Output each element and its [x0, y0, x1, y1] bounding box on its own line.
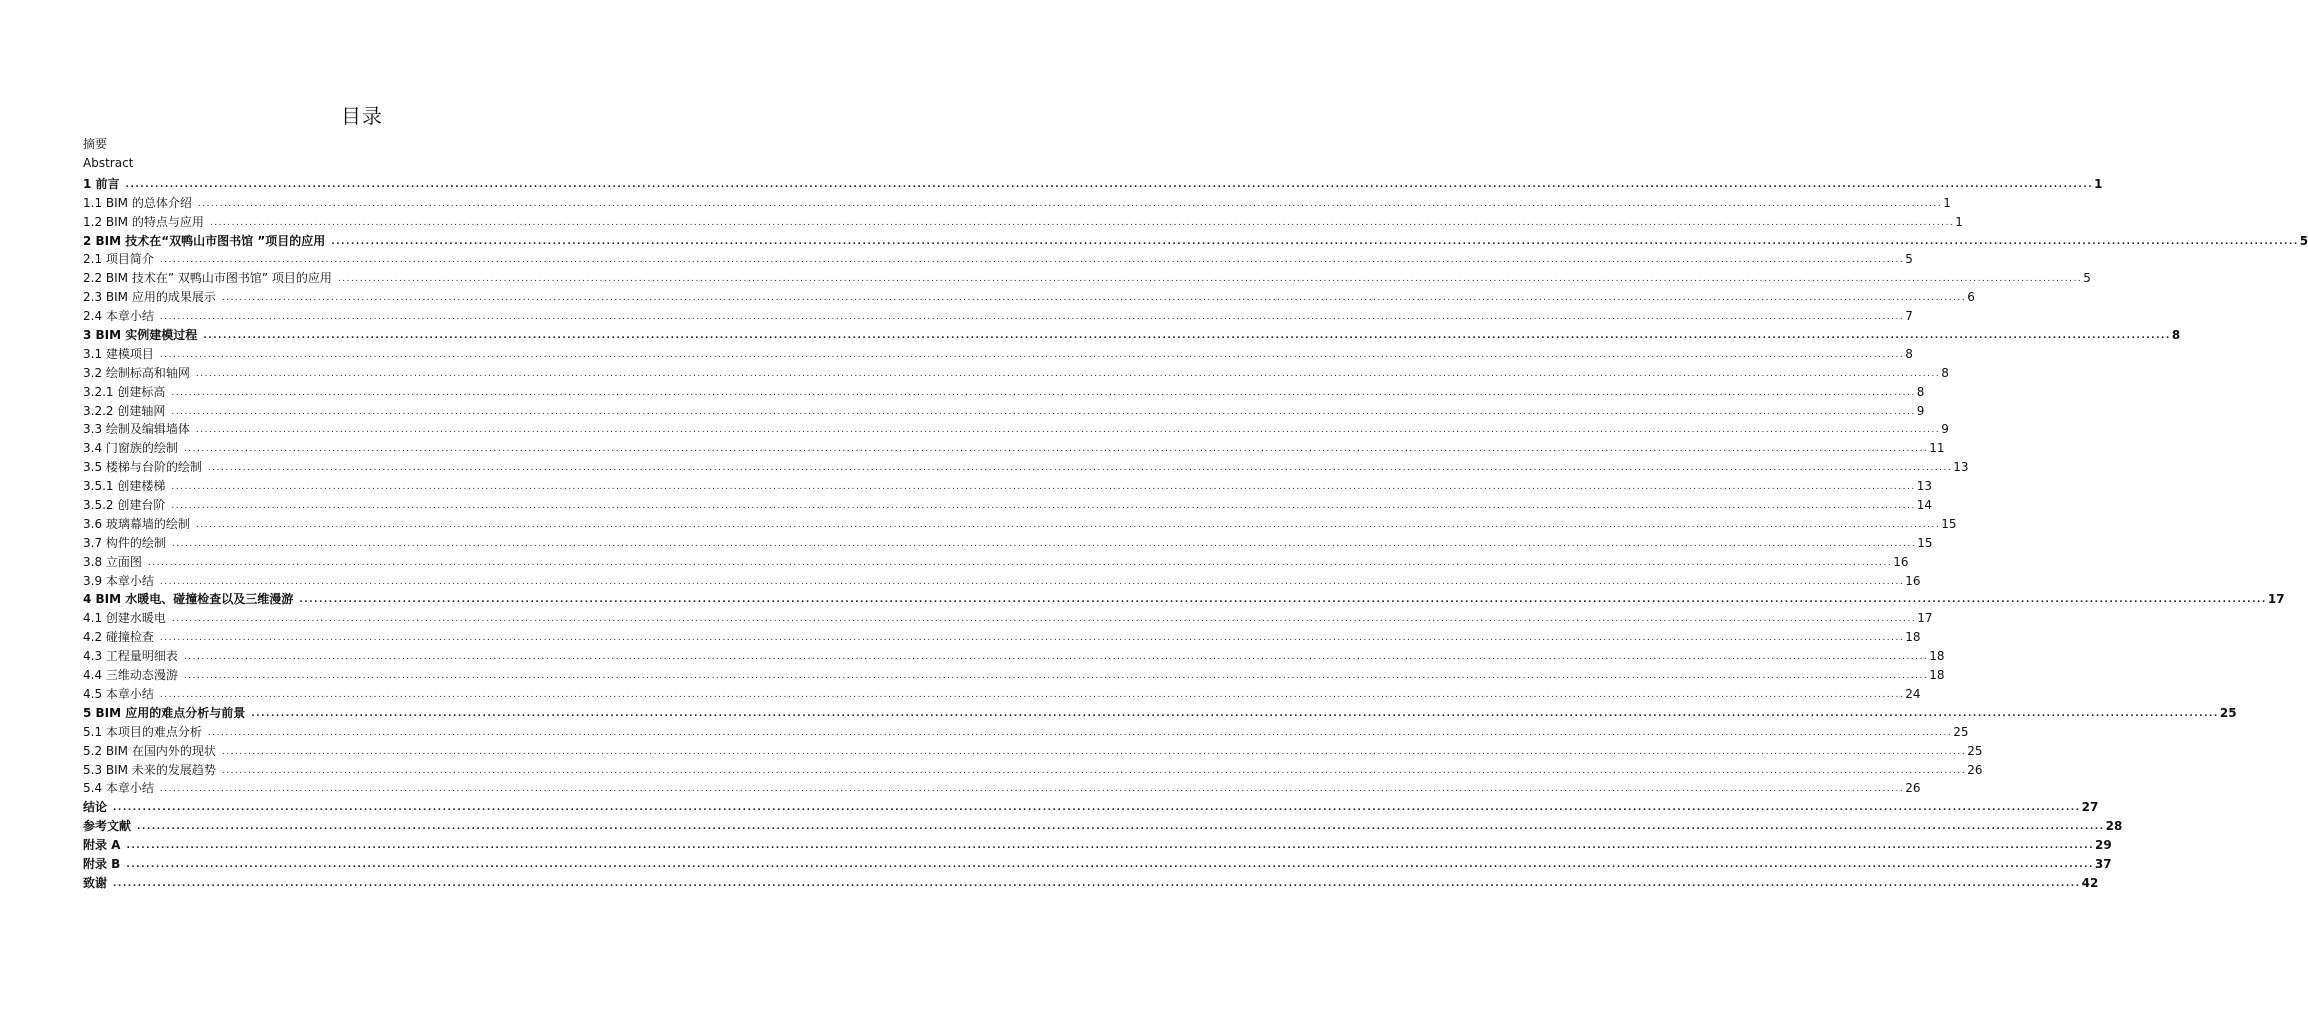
toc-entry-page-number: 13 — [1953, 460, 1969, 475]
toc-entry[interactable] — [83, 210, 1963, 229]
toc-entry-label: 4.5 本章小结 — [83, 686, 154, 701]
toc-entry[interactable] — [83, 248, 1913, 267]
toc-entry-page-number: 17 — [1917, 611, 1933, 626]
toc-entry[interactable] — [83, 795, 2099, 815]
toc-dot-leader: ................................................................................................................................................................................................................................................................................................................................................................................................................ — [171, 387, 1916, 398]
toc-dot-leader: ................................................................................................................................................................................................................................................................................................................................................................................................................ — [221, 293, 1967, 304]
toc-entry-label: 参考文献 — [83, 819, 132, 834]
toc-entry[interactable] — [83, 380, 1925, 399]
toc-entry-page-number: 9 — [1941, 422, 1949, 437]
toc-entry-page-number: 37 — [2094, 856, 2112, 871]
toc-dot-leader: ................................................................................................................................................................................................................................................................................................................................................................................................................ — [125, 179, 2094, 190]
toc-dot-leader: ................................................................................................................................................................................................................................................................................................................................................................................................................ — [113, 878, 2081, 889]
toc-entry-label: 4.2 碰撞检查 — [83, 630, 154, 645]
toc-entry-label: 4.1 创建水暖电 — [83, 611, 166, 626]
toc-entry-label: 3.1 建模项目 — [83, 346, 154, 361]
toc-entry[interactable] — [83, 550, 1909, 569]
toc-entry-label: 3.2 绘制标高和轴网 — [83, 365, 190, 380]
toc-entry-page-number: 26 — [1967, 762, 1983, 777]
toc-entry-page-number: 8 — [1941, 365, 1949, 380]
toc-dot-leader: ................................................................................................................................................................................................................................................................................................................................................................................................................ — [251, 708, 2219, 719]
toc-entry[interactable] — [83, 474, 1932, 494]
toc-entry-page-number: 25 — [1967, 743, 1983, 758]
toc-entry-label: 2.3 BIM 应用的成果展示 — [83, 290, 216, 305]
toc-entry[interactable] — [83, 304, 1913, 324]
toc-entry[interactable] — [83, 342, 1913, 361]
toc-entry[interactable] — [83, 455, 1969, 475]
toc-entry-label: 5.4 本章小结 — [83, 781, 154, 796]
toc-entry-label: 3.4 门窗族的绘制 — [83, 441, 178, 456]
toc-entry-page-number: 11 — [1929, 441, 1945, 456]
toc-entry[interactable] — [83, 625, 1921, 645]
toc-dot-leader: ................................................................................................................................................................................................................................................................................................................................................................................................................ — [159, 349, 1905, 360]
toc-entry-label: 3.5.1 创建楼梯 — [83, 479, 166, 494]
toc-entry-page-number: 25 — [2219, 705, 2237, 720]
toc-dot-leader: ................................................................................................................................................................................................................................................................................................................................................................................................................ — [171, 482, 1916, 493]
toc-dot-leader: ................................................................................................................................................................................................................................................................................................................................................................................................................ — [221, 765, 1967, 776]
toc-entry-page-number: 13 — [1916, 479, 1932, 494]
toc-entry-label: 4 BIM 水暖电、碰撞检查以及三维漫游 — [83, 592, 294, 607]
toc-entry-label: 3.7 构件的绘制 — [83, 535, 166, 550]
toc-entry-page-number: 18 — [1929, 668, 1945, 683]
toc-entry[interactable] — [83, 285, 1975, 305]
toc-dot-leader: ................................................................................................................................................................................................................................................................................................................................................................................................................ — [195, 425, 1941, 436]
toc-entry-label: 附录 B — [83, 856, 121, 871]
toc-entry[interactable] — [83, 606, 1933, 626]
toc-entry-label: 1 前言 — [83, 176, 120, 191]
toc-entry-page-number: 1 — [2094, 176, 2103, 191]
toc-entry[interactable] — [83, 323, 2181, 343]
toc-dot-leader: ................................................................................................................................................................................................................................................................................................................................................................................................................ — [183, 671, 1929, 682]
toc-entry-label: 1.2 BIM 的特点与应用 — [83, 214, 204, 229]
toc-entry-label: 3 BIM 实例建模过程 — [83, 328, 198, 343]
toc-dot-leader: ................................................................................................................................................................................................................................................................................................................................................................................................................ — [195, 519, 1941, 530]
toc-entry-label: 5.1 本项目的难点分析 — [83, 724, 202, 739]
toc-entry-label: 5.2 BIM 在国内外的现状 — [83, 743, 216, 758]
toc-dot-leader: ................................................................................................................................................................................................................................................................................................................................................................................................................ — [209, 217, 1955, 228]
toc-entry-page-number: 14 — [1916, 498, 1932, 513]
toc-entry[interactable] — [83, 172, 2103, 191]
toc-entry[interactable] — [83, 739, 1983, 758]
toc-entry-page-number: 24 — [1905, 686, 1921, 701]
toc-entry[interactable] — [83, 588, 2285, 607]
toc-entry-label: 致谢 — [83, 875, 108, 890]
toc-entry-label: 2.2 BIM 技术在” 双鸭山市图书馆” 项目的应用 — [83, 271, 332, 286]
toc-dot-leader: ................................................................................................................................................................................................................................................................................................................................................................................................................ — [159, 689, 1905, 700]
toc-entry[interactable] — [83, 266, 2091, 286]
toc-entry-label: 2 BIM 技术在“双鸭山市图书馆 ”项目的应用 — [83, 233, 326, 248]
toc-entry-page-number: 9 — [1916, 403, 1925, 418]
toc-entry-page-number: 5 — [2083, 271, 2091, 286]
toc-entry-page-number: 28 — [2105, 819, 2123, 834]
toc-entry-page-number: 27 — [2081, 800, 2099, 815]
toc-entry[interactable] — [83, 758, 1983, 777]
toc-entry[interactable] — [83, 531, 1933, 550]
toc-entry[interactable] — [83, 493, 1932, 513]
toc-dot-leader: ................................................................................................................................................................................................................................................................................................................................................................................................................ — [203, 331, 2171, 342]
toc-entry-page-number: 1 — [1955, 214, 1963, 229]
toc-entry[interactable] — [83, 512, 1957, 531]
toc-entry-label: 5 BIM 应用的难点分析与前景 — [83, 705, 246, 720]
toc-entry-page-number: 17 — [2267, 592, 2285, 607]
toc-dot-leader: ................................................................................................................................................................................................................................................................................................................................................................................................................ — [171, 614, 1917, 625]
toc-entry-page-number: 26 — [1905, 781, 1921, 796]
toc-dot-leader: ................................................................................................................................................................................................................................................................................................................................................................................................................ — [207, 727, 1953, 738]
toc-entry-page-number: 29 — [2095, 838, 2112, 853]
toc-dot-leader: ................................................................................................................................................................................................................................................................................................................................................................................................................ — [221, 746, 1967, 757]
toc-entry-page-number: 1 — [1943, 195, 1951, 210]
toc-entry-label: 3.5.2 创建台阶 — [83, 498, 166, 513]
toc-entry[interactable] — [83, 852, 2112, 871]
toc-entry-label: 3.8 立面图 — [83, 554, 142, 569]
toc-dot-leader: ................................................................................................................................................................................................................................................................................................................................................................................................................ — [137, 822, 2105, 833]
page-title: 目录 — [341, 104, 383, 128]
toc-entry[interactable] — [83, 399, 1925, 418]
toc-dot-leader: ................................................................................................................................................................................................................................................................................................................................................................................................................ — [126, 841, 2095, 852]
toc-entry-page-number: 16 — [1893, 554, 1909, 569]
toc-entry[interactable] — [83, 720, 1969, 739]
toc-dot-leader: ................................................................................................................................................................................................................................................................................................................................................................................................................ — [299, 595, 2267, 606]
toc-entry-label: 3.6 玻璃幕墙的绘制 — [83, 516, 190, 531]
toc-entry-label: 结论 — [83, 800, 108, 815]
toc-entry[interactable] — [83, 682, 1921, 701]
toc-entry-label: 附录 A — [83, 838, 121, 853]
toc-entry[interactable] — [83, 418, 1949, 437]
toc-entry[interactable] — [83, 871, 2099, 890]
toc-entry[interactable] — [83, 229, 2308, 248]
toc-entry-label: 4.3 工程量明细表 — [83, 649, 178, 664]
toc-entry[interactable] — [83, 833, 2112, 853]
toc-dot-leader: ................................................................................................................................................................................................................................................................................................................................................................................................................ — [337, 274, 2083, 285]
toc-entry-label: 5.3 BIM 未来的发展趋势 — [83, 762, 216, 777]
toc-entry-page-number: 25 — [1953, 724, 1969, 739]
toc-entry-label: 3.3 绘制及编辑墙体 — [83, 422, 190, 437]
toc-entry-page-number: 6 — [1967, 290, 1975, 305]
toc-entry[interactable] — [83, 701, 2237, 720]
toc-entry-label: 3.2.1 创建标高 — [83, 384, 166, 399]
toc-entry[interactable] — [83, 814, 2123, 834]
toc-entry-label: 3.2.2 创建轴网 — [83, 403, 166, 418]
toc-entry-page-number: 8 — [2171, 328, 2181, 343]
toc-entry[interactable] — [83, 191, 1951, 210]
toc-entry[interactable] — [83, 777, 1921, 796]
toc-dot-leader: ................................................................................................................................................................................................................................................................................................................................................................................................................ — [195, 368, 1941, 379]
toc-entry-page-number: 5 — [2299, 233, 2308, 248]
toc-entry-page-number: 42 — [2081, 875, 2099, 890]
toc-dot-leader: ................................................................................................................................................................................................................................................................................................................................................................................................................ — [183, 652, 1929, 663]
toc-dot-leader: ................................................................................................................................................................................................................................................................................................................................................................................................................ — [183, 444, 1929, 455]
toc-dot-leader: ................................................................................................................................................................................................................................................................................................................................................................................................................ — [159, 255, 1905, 266]
toc-entry-label: 3.5 楼梯与台阶的绘制 — [83, 460, 202, 475]
toc-entry[interactable] — [83, 644, 1945, 664]
toc-dot-leader: ................................................................................................................................................................................................................................................................................................................................................................................................................ — [159, 576, 1905, 587]
toc-entry-label: 2.1 项目简介 — [83, 252, 154, 267]
toc-entry-page-number: 5 — [1905, 252, 1913, 267]
toc-entry[interactable] — [83, 663, 1945, 683]
toc-entry-page-number: 8 — [1916, 384, 1925, 399]
toc-entry[interactable] — [83, 361, 1949, 380]
toc-entry-page-number: 18 — [1905, 630, 1921, 645]
toc-entry-label: 2.4 本章小结 — [83, 309, 154, 324]
toc-dot-leader: ................................................................................................................................................................................................................................................................................................................................................................................................................ — [159, 633, 1905, 644]
front-matter-abstract-cn: 摘要 — [83, 137, 108, 151]
toc-entry-label: 1.1 BIM 的总体介绍 — [83, 195, 192, 210]
toc-dot-leader: ................................................................................................................................................................................................................................................................................................................................................................................................................ — [171, 501, 1916, 512]
toc-entry[interactable] — [83, 436, 1945, 456]
table-of-contents — [83, 172, 2308, 890]
toc-dot-leader: ................................................................................................................................................................................................................................................................................................................................................................................................................ — [331, 236, 2299, 247]
toc-dot-leader: ................................................................................................................................................................................................................................................................................................................................................................................................................ — [113, 803, 2081, 814]
toc-entry[interactable] — [83, 569, 1921, 588]
toc-dot-leader: ................................................................................................................................................................................................................................................................................................................................................................................................................ — [197, 198, 1943, 209]
toc-entry-page-number: 18 — [1929, 649, 1945, 664]
toc-entry-label: 4.4 三维动态漫游 — [83, 668, 178, 683]
toc-dot-leader: ................................................................................................................................................................................................................................................................................................................................................................................................................ — [207, 463, 1953, 474]
toc-dot-leader: ................................................................................................................................................................................................................................................................................................................................................................................................................ — [126, 859, 2094, 870]
toc-dot-leader: ................................................................................................................................................................................................................................................................................................................................................................................................................ — [147, 557, 1893, 568]
toc-entry-page-number: 7 — [1905, 309, 1913, 324]
toc-entry-page-number: 15 — [1941, 516, 1957, 531]
toc-entry-page-number: 15 — [1917, 535, 1933, 550]
toc-entry-page-number: 16 — [1905, 573, 1921, 588]
toc-entry-page-number: 8 — [1905, 346, 1913, 361]
toc-dot-leader: ................................................................................................................................................................................................................................................................................................................................................................................................................ — [159, 312, 1905, 323]
toc-dot-leader: ................................................................................................................................................................................................................................................................................................................................................................................................................ — [171, 538, 1917, 549]
toc-dot-leader: ................................................................................................................................................................................................................................................................................................................................................................................................................ — [159, 784, 1905, 795]
front-matter-abstract-en: Abstract — [83, 156, 134, 170]
toc-dot-leader: ................................................................................................................................................................................................................................................................................................................................................................................................................ — [171, 406, 1916, 417]
toc-entry-label: 3.9 本章小结 — [83, 573, 154, 588]
